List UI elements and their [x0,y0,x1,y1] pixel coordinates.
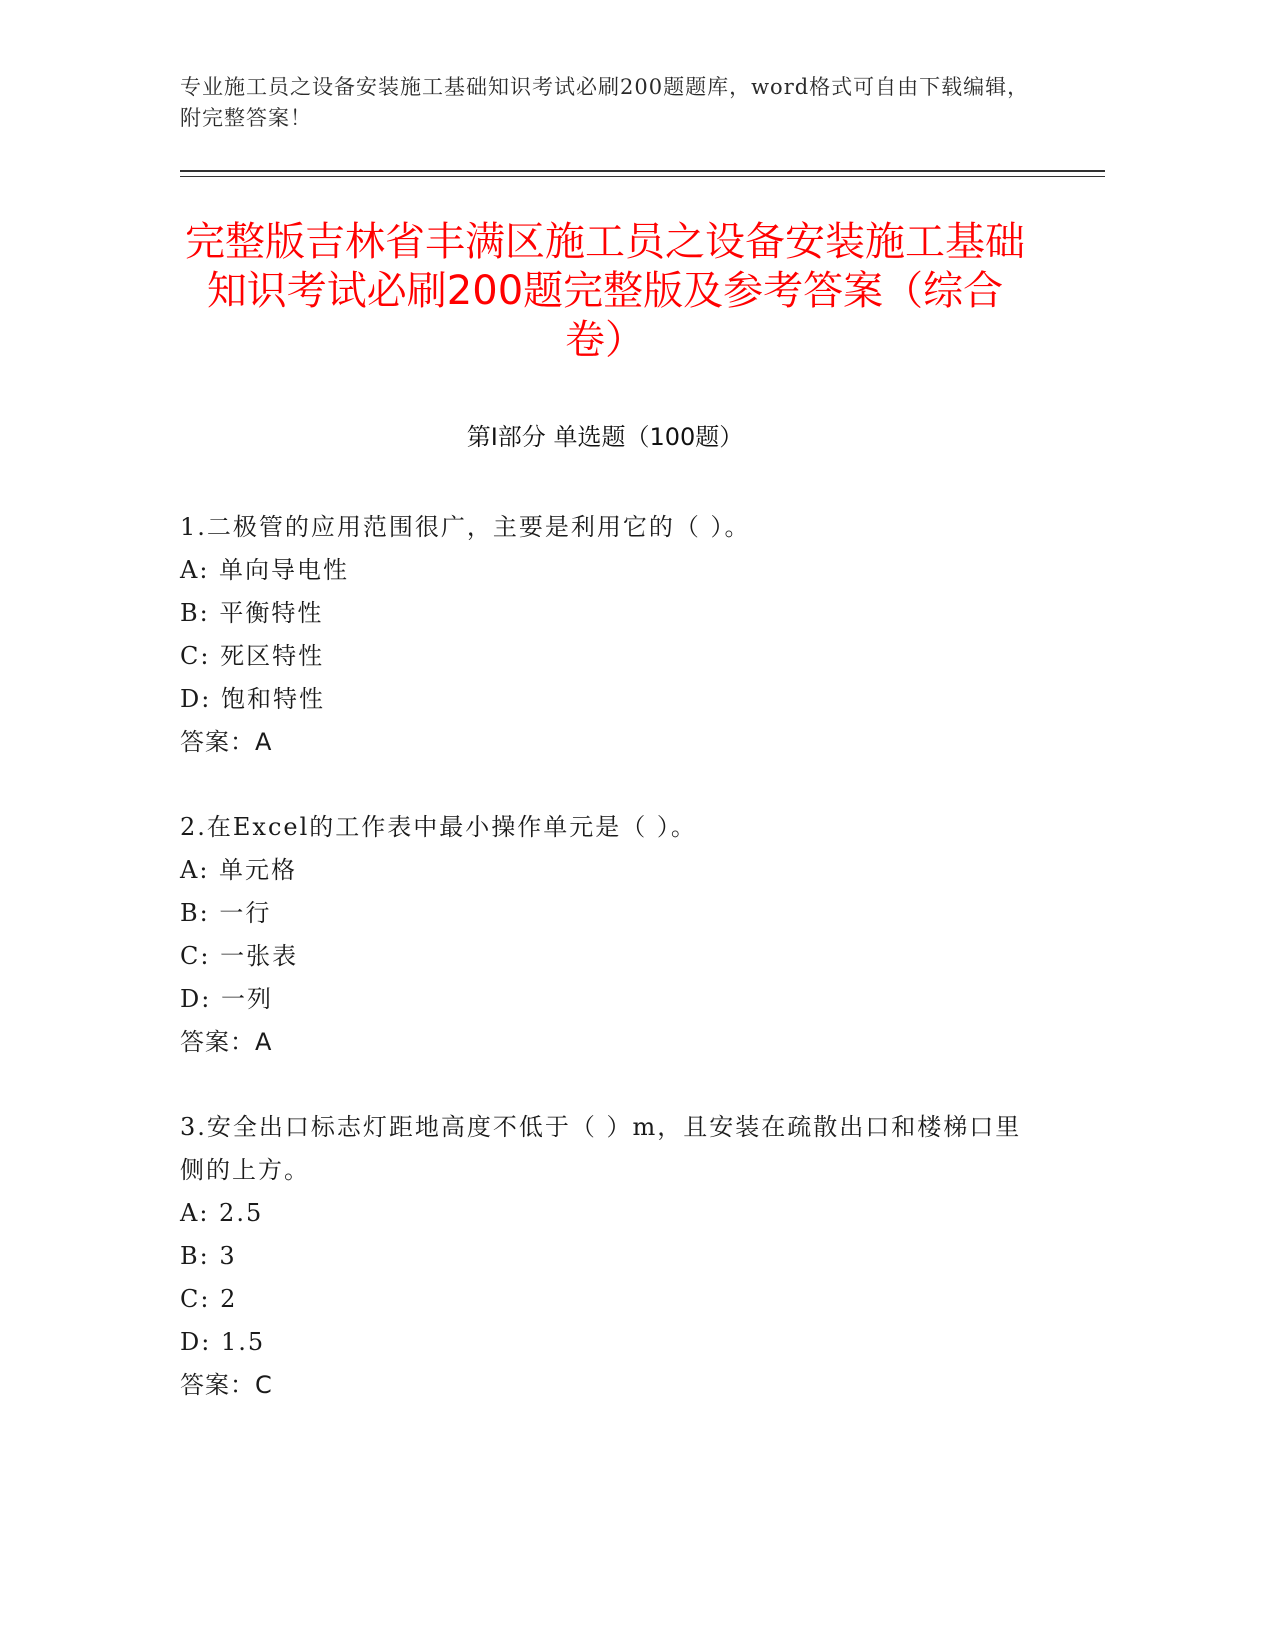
option-d: D: 1.5 [180,1328,266,1356]
option-c: C: 2 [180,1285,238,1313]
document-title: 完整版吉林省丰满区施工员之设备安装施工基础知识考试必刷200题完整版及参考答案（综合卷） [185,219,1025,363]
option-b: B: 一行 [180,899,272,927]
section-title: 第Ⅰ部分 单选题（100题） [466,423,744,451]
option-a: A: 单向导电性 [180,556,350,584]
question-1 [180,506,1040,764]
header-divider-thin [180,176,1105,177]
option-d: D: 饱和特性 [180,685,325,713]
question-stem: 1.二极管的应用范围很广，主要是利用它的（ ）。 [180,513,751,541]
option-b: B: 3 [180,1242,237,1270]
option-c: C: 死区特性 [180,642,325,670]
question-stem: 2.在Excel的工作表中最小操作单元是（ ）。 [180,813,697,841]
answer-line: 答案：A [180,728,273,756]
question-stem: 3.安全出口标志灯距地高度不低于（ ）m，且安装在疏散出口和楼梯口里侧的上方。 [180,1113,1022,1184]
question-2 [180,806,1040,1064]
option-b: B: 平衡特性 [180,599,324,627]
option-a: A: 单元格 [180,856,298,884]
question-3 [180,1106,1040,1407]
option-d: D: 一列 [180,985,273,1013]
header-divider-thick [180,170,1105,172]
answer-line: 答案：C [180,1371,273,1399]
option-a: A: 2.5 [180,1199,264,1227]
header-note: 专业施工员之设备安装施工基础知识考试必刷200题题库，word格式可自由下载编辑，附完整答案！ [180,75,1030,130]
answer-line: 答案：A [180,1028,273,1056]
question-list [180,506,1040,1449]
option-c: C: 一张表 [180,942,299,970]
